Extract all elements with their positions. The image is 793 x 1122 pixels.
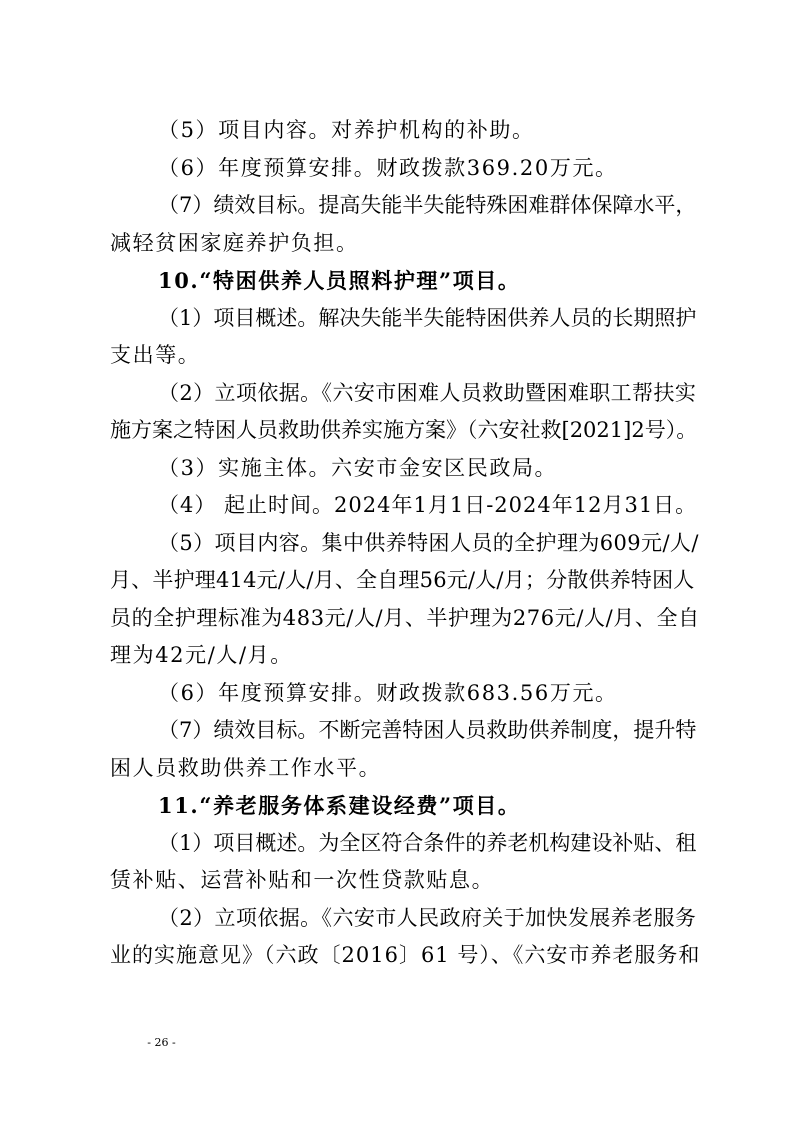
page-number: - 26 - — [147, 1036, 176, 1049]
text-line: （6）年度预算安排。财政拨款369.20万元。 — [158, 155, 618, 180]
text-line: 理为42元/人/月。 — [110, 643, 293, 667]
text-line: （3）实施主体。六安市金安区民政局。 — [158, 455, 558, 480]
text-line: （1）项目概述。解决失能半失能特困供养人员的长期照护 — [158, 305, 697, 330]
text-line: （7）绩效目标。不断完善特困人员救助供养制度，提升特 — [158, 718, 697, 742]
text-line: 施方案之特困人员救助供养实施方案》（六安社救[2021]2号）。 — [110, 418, 698, 442]
section-heading: 10.“特困供养人员照料护理”项目。 — [158, 268, 521, 293]
document-body — [110, 112, 700, 975]
text-line: 支出等。 — [110, 343, 201, 367]
text-line: （4） 起止时间。2024年1月1日-2024年12月31日。 — [158, 493, 698, 517]
text-line: 减轻贫困家庭养护负担。 — [110, 230, 359, 255]
text-line: （5）项目内容。对养护机构的补助。 — [158, 118, 535, 142]
text-line: （5）项目内容。集中供养特困人员的全护理为609元/人/ — [158, 530, 699, 555]
text-line: （6）年度预算安排。财政拨款683.56万元。 — [158, 680, 618, 705]
text-line: （2）立项依据。《六安市人民政府关于加快发展养老服务 — [158, 905, 697, 930]
text-line: （7）绩效目标。提高失能半失能特殊困难群体保障水平， — [158, 193, 697, 217]
text-line: 赁补贴、运营补贴和一次性贷款贴息。 — [110, 868, 495, 892]
text-line: （2）立项依据。《六安市困难人员救助暨困难职工帮扶实 — [158, 380, 697, 405]
text-line: 月、半护理414元/人/月、全自理56元/人/月；分散供养特困人 — [110, 568, 695, 592]
text-line: （1）项目概述。为全区符合条件的养老机构建设补贴、租 — [158, 830, 697, 855]
text-line: 员的全护理标准为483元/人/月、半护理为276元/人/月、全自 — [110, 605, 700, 630]
text-line: 业的实施意见》（六政〔2016〕61 号）、《六安市养老服务和 — [110, 943, 701, 967]
section-heading: 11.“养老服务体系建设经费”项目。 — [158, 793, 521, 818]
text-line: 困人员救助供养工作水平。 — [110, 755, 382, 780]
